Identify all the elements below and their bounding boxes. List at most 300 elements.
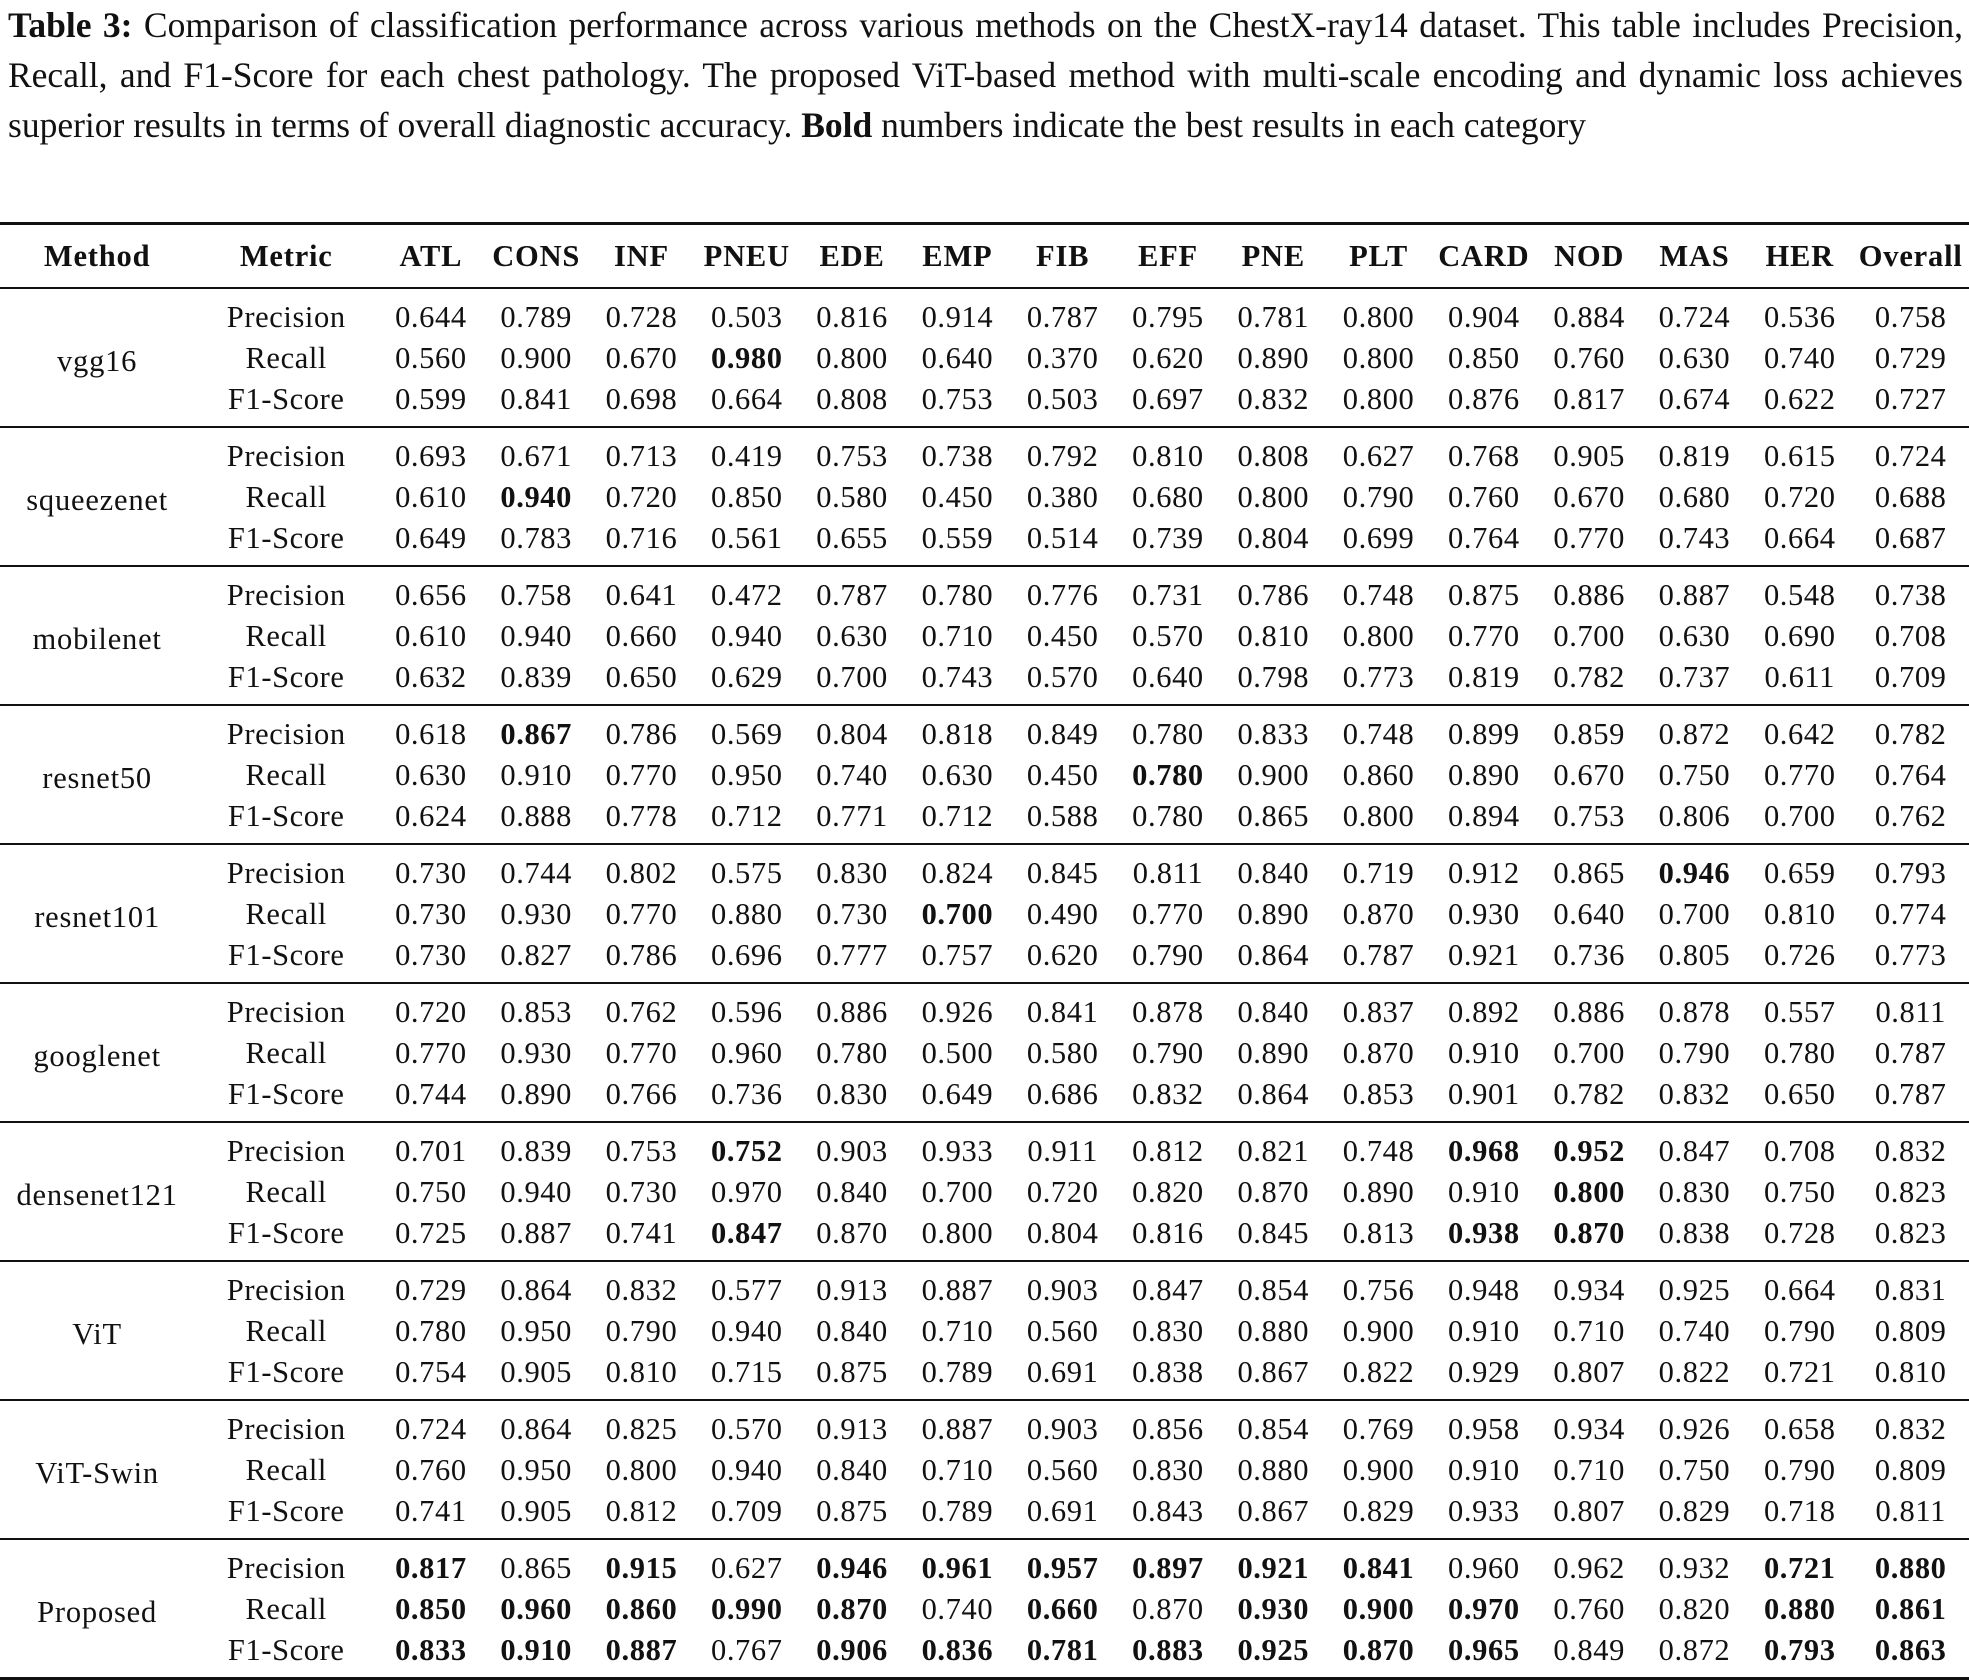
value-cell: 0.770 <box>1132 897 1204 931</box>
value-cell: 0.832 <box>605 1273 678 1307</box>
table-row <box>0 288 1969 338</box>
value-cell: 0.760 <box>1553 1592 1625 1626</box>
value-cell: 0.380 <box>1026 480 1099 514</box>
column-header-method: Method <box>0 224 194 289</box>
value-cell: 0.800 <box>1342 799 1415 833</box>
value-cell: 0.690 <box>1763 619 1836 653</box>
value-cell: 0.740 <box>1763 341 1836 375</box>
value-cell: 0.933 <box>1448 1494 1520 1528</box>
value-cell: 0.870 <box>1553 1216 1625 1250</box>
value-cell: 0.773 <box>1874 938 1947 972</box>
value-cell: 0.786 <box>605 938 678 972</box>
value-cell: 0.940 <box>500 480 572 514</box>
value-cell: 0.804 <box>1026 1216 1099 1250</box>
table-row <box>0 1589 1969 1630</box>
method-cell: ViT-Swin <box>35 1456 159 1490</box>
value-cell: 0.500 <box>921 1036 994 1070</box>
value-cell: 0.823 <box>1874 1175 1947 1209</box>
metric-cell: Recall <box>245 619 327 653</box>
value-cell: 0.875 <box>816 1494 888 1528</box>
value-cell: 0.557 <box>1763 995 1836 1029</box>
value-cell: 0.900 <box>500 341 572 375</box>
value-cell: 0.748 <box>1342 578 1415 612</box>
value-cell: 0.816 <box>1132 1216 1204 1250</box>
column-header-atl: ATL <box>378 224 483 289</box>
value-cell: 0.730 <box>816 897 888 931</box>
value-cell: 0.630 <box>921 758 994 792</box>
value-cell: 0.795 <box>1132 300 1204 334</box>
value-cell: 0.787 <box>816 578 888 612</box>
value-cell: 0.726 <box>1763 938 1836 972</box>
value-cell: 0.575 <box>710 856 783 890</box>
value-cell: 0.887 <box>500 1216 572 1250</box>
value-cell: 0.680 <box>1132 480 1204 514</box>
value-cell: 0.938 <box>1448 1216 1520 1250</box>
value-cell: 0.890 <box>1237 1036 1310 1070</box>
value-cell: 0.890 <box>1237 897 1310 931</box>
value-cell: 0.774 <box>1874 897 1947 931</box>
value-cell: 0.886 <box>1553 995 1625 1029</box>
value-cell: 0.886 <box>816 995 888 1029</box>
value-cell: 0.822 <box>1658 1355 1731 1389</box>
value-cell: 0.680 <box>1658 480 1731 514</box>
method-cell: squeezenet <box>26 483 168 517</box>
value-cell: 0.700 <box>921 897 994 931</box>
value-cell: 0.872 <box>1658 1633 1731 1667</box>
value-cell: 0.770 <box>605 758 678 792</box>
value-cell: 0.970 <box>710 1175 783 1209</box>
value-cell: 0.940 <box>710 1314 783 1348</box>
value-cell: 0.624 <box>395 799 467 833</box>
value-cell: 0.716 <box>605 521 678 555</box>
value-cell: 0.965 <box>1448 1633 1520 1667</box>
value-cell: 0.810 <box>1874 1355 1947 1389</box>
value-cell: 0.789 <box>921 1355 994 1389</box>
value-cell: 0.698 <box>605 382 678 416</box>
method-cell: resnet50 <box>42 761 152 795</box>
table-row <box>0 1122 1969 1172</box>
value-cell: 0.793 <box>1763 1633 1836 1667</box>
value-cell: 0.890 <box>1342 1175 1415 1209</box>
value-cell: 0.914 <box>921 300 994 334</box>
value-cell: 0.708 <box>1874 619 1947 653</box>
value-cell: 0.790 <box>1342 480 1415 514</box>
value-cell: 0.812 <box>605 1494 678 1528</box>
value-cell: 0.961 <box>921 1551 994 1585</box>
value-cell: 0.599 <box>395 382 467 416</box>
method-cell: vgg16 <box>56 344 138 378</box>
value-cell: 0.833 <box>395 1633 467 1667</box>
value-cell: 0.809 <box>1874 1314 1947 1348</box>
value-cell: 0.783 <box>500 521 572 555</box>
value-cell: 0.934 <box>1553 1273 1625 1307</box>
column-header-card: CARD <box>1431 224 1536 289</box>
value-cell: 0.740 <box>921 1592 994 1626</box>
value-cell: 0.906 <box>816 1633 888 1667</box>
value-cell: 0.800 <box>1342 300 1415 334</box>
value-cell: 0.837 <box>1342 995 1415 1029</box>
value-cell: 0.832 <box>1132 1077 1204 1111</box>
method-group-resnet50 <box>0 705 1969 844</box>
value-cell: 0.910 <box>500 1633 572 1667</box>
value-cell: 0.804 <box>816 717 888 751</box>
method-group-squeezenet <box>0 427 1969 566</box>
value-cell: 0.897 <box>1132 1551 1204 1585</box>
value-cell: 0.630 <box>1658 619 1731 653</box>
value-cell: 0.800 <box>1342 619 1415 653</box>
value-cell: 0.737 <box>1658 660 1731 694</box>
metric-cell: Precision <box>226 1551 346 1585</box>
value-cell: 0.940 <box>710 1453 783 1487</box>
value-cell: 0.946 <box>816 1551 888 1585</box>
value-cell: 0.864 <box>1237 938 1310 972</box>
value-cell: 0.577 <box>710 1273 783 1307</box>
value-cell: 0.753 <box>605 1134 678 1168</box>
value-cell: 0.921 <box>1448 938 1520 972</box>
table-row <box>0 1311 1969 1352</box>
value-cell: 0.777 <box>816 938 888 972</box>
value-cell: 0.729 <box>395 1273 467 1307</box>
value-cell: 0.865 <box>500 1551 572 1585</box>
value-cell: 0.570 <box>1026 660 1099 694</box>
value-cell: 0.560 <box>1026 1314 1099 1348</box>
value-cell: 0.793 <box>1874 856 1947 890</box>
value-cell: 0.712 <box>710 799 783 833</box>
value-cell: 0.840 <box>1237 995 1310 1029</box>
value-cell: 0.800 <box>1553 1175 1625 1209</box>
table-row <box>0 844 1969 894</box>
value-cell: 0.766 <box>605 1077 678 1111</box>
value-cell: 0.859 <box>1553 717 1625 751</box>
value-cell: 0.830 <box>1132 1314 1204 1348</box>
value-cell: 0.875 <box>1448 578 1520 612</box>
method-group-vit <box>0 1261 1969 1400</box>
value-cell: 0.743 <box>921 660 994 694</box>
value-cell: 0.838 <box>1658 1216 1731 1250</box>
value-cell: 0.780 <box>1763 1036 1836 1070</box>
value-cell: 0.870 <box>1342 897 1415 931</box>
value-cell: 0.946 <box>1658 856 1731 890</box>
value-cell: 0.700 <box>1553 619 1625 653</box>
value-cell: 0.853 <box>1342 1077 1415 1111</box>
value-cell: 0.838 <box>1132 1355 1204 1389</box>
value-cell: 0.559 <box>921 521 994 555</box>
metric-cell: Recall <box>245 1036 327 1070</box>
caption-bold-word: Bold <box>801 105 873 145</box>
table-row <box>0 1261 1969 1311</box>
value-cell: 0.809 <box>1874 1453 1947 1487</box>
value-cell: 0.820 <box>1132 1175 1204 1209</box>
value-cell: 0.980 <box>710 341 783 375</box>
value-cell: 0.804 <box>1237 521 1310 555</box>
value-cell: 0.807 <box>1553 1494 1625 1528</box>
value-cell: 0.841 <box>500 382 572 416</box>
value-cell: 0.710 <box>1553 1314 1625 1348</box>
table-row <box>0 1352 1969 1400</box>
value-cell: 0.950 <box>500 1453 572 1487</box>
value-cell: 0.845 <box>1237 1216 1310 1250</box>
value-cell: 0.730 <box>605 1175 678 1209</box>
value-cell: 0.899 <box>1448 717 1520 751</box>
value-cell: 0.878 <box>1658 995 1731 1029</box>
value-cell: 0.870 <box>1132 1592 1204 1626</box>
value-cell: 0.753 <box>921 382 994 416</box>
value-cell: 0.925 <box>1658 1273 1731 1307</box>
value-cell: 0.810 <box>1132 439 1204 473</box>
value-cell: 0.780 <box>1132 758 1204 792</box>
value-cell: 0.786 <box>605 717 678 751</box>
metric-cell: Recall <box>245 1453 327 1487</box>
method-cell: mobilenet <box>32 622 162 656</box>
value-cell: 0.867 <box>1237 1494 1310 1528</box>
value-cell: 0.903 <box>816 1134 888 1168</box>
value-cell: 0.950 <box>710 758 783 792</box>
value-cell: 0.570 <box>710 1412 783 1446</box>
table-row <box>0 1400 1969 1450</box>
value-cell: 0.659 <box>1763 856 1836 890</box>
value-cell: 0.627 <box>1342 439 1415 473</box>
value-cell: 0.880 <box>1237 1314 1310 1348</box>
method-group-densenet121 <box>0 1122 1969 1261</box>
method-group-resnet101 <box>0 844 1969 983</box>
value-cell: 0.829 <box>1658 1494 1731 1528</box>
value-cell: 0.750 <box>395 1175 467 1209</box>
value-cell: 0.712 <box>921 799 994 833</box>
value-cell: 0.888 <box>500 799 572 833</box>
value-cell: 0.640 <box>1132 660 1204 694</box>
value-cell: 0.674 <box>1658 382 1731 416</box>
method-group-googlenet <box>0 983 1969 1122</box>
value-cell: 0.721 <box>1763 1551 1836 1585</box>
value-cell: 0.514 <box>1026 521 1099 555</box>
value-cell: 0.798 <box>1237 660 1310 694</box>
metric-cell: F1-Score <box>227 521 345 555</box>
value-cell: 0.713 <box>605 439 678 473</box>
value-cell: 0.957 <box>1026 1551 1099 1585</box>
value-cell: 0.560 <box>395 341 467 375</box>
value-cell: 0.762 <box>1874 799 1947 833</box>
value-cell: 0.622 <box>1763 382 1836 416</box>
results-table <box>0 222 1969 1680</box>
value-cell: 0.720 <box>605 480 678 514</box>
value-cell: 0.724 <box>1874 439 1947 473</box>
metric-cell: F1-Score <box>227 382 345 416</box>
value-cell: 0.720 <box>1763 480 1836 514</box>
method-group-vit-swin <box>0 1400 1969 1539</box>
value-cell: 0.830 <box>1132 1453 1204 1487</box>
value-cell: 0.768 <box>1448 439 1520 473</box>
value-cell: 0.825 <box>605 1412 678 1446</box>
value-cell: 0.910 <box>500 758 572 792</box>
value-cell: 0.762 <box>605 995 678 1029</box>
value-cell: 0.890 <box>1448 758 1520 792</box>
metric-cell: Precision <box>226 717 346 751</box>
value-cell: 0.817 <box>1553 382 1625 416</box>
column-header-inf: INF <box>589 224 694 289</box>
value-cell: 0.710 <box>921 1453 994 1487</box>
value-cell: 0.658 <box>1763 1412 1836 1446</box>
value-cell: 0.738 <box>1874 578 1947 612</box>
value-cell: 0.840 <box>816 1453 888 1487</box>
value-cell: 0.790 <box>1763 1453 1836 1487</box>
value-cell: 0.782 <box>1553 660 1625 694</box>
value-cell: 0.620 <box>1132 341 1204 375</box>
value-cell: 0.715 <box>710 1355 783 1389</box>
value-cell: 0.615 <box>1763 439 1836 473</box>
value-cell: 0.780 <box>395 1314 467 1348</box>
value-cell: 0.790 <box>1658 1036 1731 1070</box>
table-row <box>0 1450 1969 1491</box>
method-cell: googlenet <box>33 1039 161 1073</box>
value-cell: 0.780 <box>816 1036 888 1070</box>
method-group-mobilenet <box>0 566 1969 705</box>
value-cell: 0.847 <box>710 1216 783 1250</box>
value-cell: 0.750 <box>1658 758 1731 792</box>
value-cell: 0.744 <box>395 1077 467 1111</box>
value-cell: 0.720 <box>395 995 467 1029</box>
value-cell: 0.887 <box>1658 578 1731 612</box>
table-row <box>0 518 1969 566</box>
value-cell: 0.756 <box>1342 1273 1415 1307</box>
metric-cell: Precision <box>226 1134 346 1168</box>
value-cell: 0.911 <box>1027 1134 1098 1168</box>
metric-cell: Recall <box>245 341 327 375</box>
method-cell: Proposed <box>37 1595 158 1629</box>
table-row <box>0 1213 1969 1261</box>
metric-cell: Precision <box>226 995 346 1029</box>
value-cell: 0.960 <box>1448 1551 1520 1585</box>
value-cell: 0.830 <box>1658 1175 1731 1209</box>
value-cell: 0.670 <box>1553 480 1625 514</box>
column-header-metric: Metric <box>194 224 378 289</box>
table-row <box>0 338 1969 379</box>
metric-cell: F1-Score <box>227 1077 345 1111</box>
value-cell: 0.894 <box>1448 799 1520 833</box>
value-cell: 0.913 <box>816 1273 888 1307</box>
value-cell: 0.930 <box>500 897 572 931</box>
metric-cell: F1-Score <box>227 660 345 694</box>
value-cell: 0.948 <box>1448 1273 1520 1307</box>
value-cell: 0.644 <box>395 300 467 334</box>
value-cell: 0.769 <box>1342 1412 1415 1446</box>
table-row <box>0 935 1969 983</box>
value-cell: 0.900 <box>1237 758 1310 792</box>
value-cell: 0.781 <box>1237 300 1310 334</box>
table-row <box>0 566 1969 616</box>
value-cell: 0.802 <box>605 856 678 890</box>
value-cell: 0.650 <box>605 660 678 694</box>
value-cell: 0.878 <box>1132 995 1204 1029</box>
value-cell: 0.940 <box>500 1175 572 1209</box>
column-header-overall: Overall <box>1852 224 1969 289</box>
method-group-proposed <box>0 1539 1969 1679</box>
value-cell: 0.827 <box>500 938 572 972</box>
metric-cell: F1-Score <box>227 938 345 972</box>
metric-cell: Recall <box>245 1314 327 1348</box>
value-cell: 0.840 <box>1237 856 1310 890</box>
value-cell: 0.819 <box>1448 660 1520 694</box>
value-cell: 0.627 <box>710 1551 783 1585</box>
value-cell: 0.741 <box>605 1216 678 1250</box>
value-cell: 0.930 <box>500 1036 572 1070</box>
value-cell: 0.864 <box>500 1412 572 1446</box>
value-cell: 0.840 <box>816 1175 888 1209</box>
value-cell: 0.901 <box>1448 1077 1520 1111</box>
value-cell: 0.548 <box>1763 578 1836 612</box>
value-cell: 0.700 <box>1658 897 1731 931</box>
value-cell: 0.696 <box>710 938 783 972</box>
value-cell: 0.754 <box>395 1355 467 1389</box>
value-cell: 0.940 <box>500 619 572 653</box>
value-cell: 0.832 <box>1237 382 1310 416</box>
value-cell: 0.903 <box>1026 1412 1099 1446</box>
value-cell: 0.701 <box>395 1134 467 1168</box>
metric-cell: Precision <box>226 1412 346 1446</box>
value-cell: 0.865 <box>1237 799 1310 833</box>
value-cell: 0.700 <box>1763 799 1836 833</box>
value-cell: 0.699 <box>1342 521 1415 555</box>
value-cell: 0.736 <box>710 1077 783 1111</box>
value-cell: 0.787 <box>1874 1077 1947 1111</box>
value-cell: 0.736 <box>1553 938 1625 972</box>
value-cell: 0.800 <box>1237 480 1310 514</box>
value-cell: 0.770 <box>1448 619 1520 653</box>
value-cell: 0.903 <box>1026 1273 1099 1307</box>
value-cell: 0.700 <box>816 660 888 694</box>
value-cell: 0.839 <box>500 1134 572 1168</box>
value-cell: 0.913 <box>816 1412 888 1446</box>
value-cell: 0.664 <box>1763 521 1836 555</box>
method-cell: resnet101 <box>34 900 160 934</box>
value-cell: 0.731 <box>1132 578 1204 612</box>
value-cell: 0.930 <box>1237 1592 1310 1626</box>
value-cell: 0.932 <box>1658 1551 1731 1585</box>
value-cell: 0.780 <box>1132 717 1204 751</box>
value-cell: 0.787 <box>1026 300 1099 334</box>
value-cell: 0.929 <box>1448 1355 1520 1389</box>
value-cell: 0.767 <box>710 1633 783 1667</box>
value-cell: 0.782 <box>1553 1077 1625 1111</box>
table-row <box>0 1491 1969 1539</box>
value-cell: 0.536 <box>1763 300 1836 334</box>
value-cell: 0.968 <box>1448 1134 1520 1168</box>
value-cell: 0.960 <box>710 1036 783 1070</box>
value-cell: 0.811 <box>1132 856 1204 890</box>
value-cell: 0.730 <box>395 897 467 931</box>
value-cell: 0.450 <box>1026 619 1099 653</box>
value-cell: 0.752 <box>710 1134 783 1168</box>
value-cell: 0.686 <box>1026 1077 1099 1111</box>
value-cell: 0.640 <box>921 341 994 375</box>
value-cell: 0.764 <box>1874 758 1947 792</box>
value-cell: 0.782 <box>1874 717 1947 751</box>
value-cell: 0.811 <box>1875 1494 1946 1528</box>
value-cell: 0.640 <box>1553 897 1625 931</box>
value-cell: 0.642 <box>1763 717 1836 751</box>
value-cell: 0.787 <box>1874 1036 1947 1070</box>
value-cell: 0.740 <box>1658 1314 1731 1348</box>
value-cell: 0.900 <box>1342 1453 1415 1487</box>
column-header-pne: PNE <box>1221 224 1326 289</box>
value-cell: 0.641 <box>605 578 678 612</box>
value-cell: 0.934 <box>1553 1412 1625 1446</box>
column-header-emp: EMP <box>905 224 1010 289</box>
table-row <box>0 983 1969 1033</box>
value-cell: 0.890 <box>1237 341 1310 375</box>
value-cell: 0.884 <box>1553 300 1625 334</box>
value-cell: 0.490 <box>1026 897 1099 931</box>
value-cell: 0.870 <box>816 1592 888 1626</box>
